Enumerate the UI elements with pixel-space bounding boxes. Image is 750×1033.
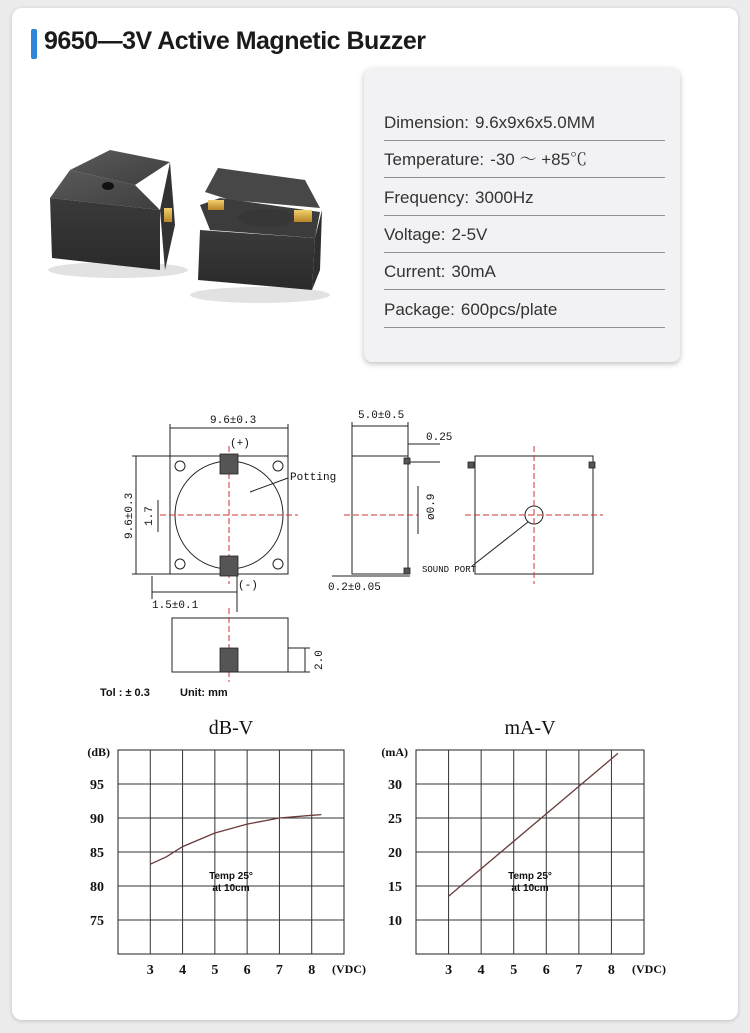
unit-note: Unit: mm — [180, 687, 228, 699]
y-tick-label: 10 — [388, 914, 402, 929]
y-tick-label: 85 — [90, 846, 104, 861]
page-title: 9650—3V Active Magnetic Buzzer — [44, 27, 426, 55]
chart-title: dB-V — [208, 717, 254, 739]
spec-row-voltage: Voltage: 2-5V — [384, 218, 665, 253]
y-tick-label: 30 — [388, 778, 402, 793]
product-photo — [40, 130, 340, 310]
y-axis-unit: (dB) — [87, 745, 110, 759]
x-tick-label: 4 — [179, 963, 187, 978]
sound-port-label: SOUND PORT — [422, 565, 477, 575]
y-tick-label: 20 — [388, 846, 402, 861]
sound-port-diameter: ø0.9 — [426, 493, 438, 520]
dimension-drawing — [100, 404, 660, 704]
y-tick-label: 25 — [388, 812, 402, 827]
spec-panel — [364, 68, 680, 362]
x-tick-label: 6 — [243, 963, 251, 978]
x-axis-unit: (VDC) — [632, 962, 666, 976]
x-tick-label: 7 — [275, 963, 283, 978]
potting-label: Potting — [290, 472, 337, 484]
x-tick-label: 5 — [211, 963, 219, 978]
y-tick-label: 90 — [90, 812, 104, 827]
height-dimension: 9.6±0.3 — [124, 492, 136, 539]
y-tick-label: 15 — [388, 880, 402, 895]
x-tick-label: 3 — [146, 963, 154, 978]
chart-annotation: Temp 25° — [209, 871, 253, 883]
title-accent-bar — [31, 29, 37, 59]
pin-offset-dimension: 1.5±0.1 — [152, 600, 199, 612]
chart-annotation: at 10cm — [511, 883, 549, 895]
x-tick-label: 8 — [308, 963, 316, 978]
x-tick-label: 4 — [477, 963, 485, 978]
spec-row-frequency: Frequency: 3000Hz — [384, 181, 665, 216]
plus-terminal-label: (+) — [230, 438, 250, 450]
chart-title: mA-V — [504, 717, 556, 739]
x-tick-label: 5 — [510, 963, 518, 978]
chart-ma-v — [370, 712, 680, 982]
spec-row-temperature: Temperature: -30 ～ +85℃ — [384, 143, 665, 178]
x-tick-label: 8 — [607, 963, 615, 978]
x-tick-label: 3 — [445, 963, 453, 978]
minus-terminal-label: (-) — [238, 580, 258, 592]
lead-dimension: 0.25 — [426, 432, 453, 444]
y-tick-label: 80 — [90, 880, 104, 895]
tolerance-note: Tol : ± 0.3 — [100, 687, 150, 699]
y-axis-unit: (mA) — [381, 745, 408, 759]
chart-annotation: Temp 25° — [508, 871, 552, 883]
chart-db-v — [70, 712, 370, 982]
x-tick-label: 7 — [575, 963, 583, 978]
y-tick-label: 75 — [90, 914, 104, 929]
pad-dimension: 0.2±0.05 — [328, 582, 381, 594]
spec-row-dimension: Dimension: 9.6x9x6x5.0MM — [384, 106, 665, 141]
inner-dimension: 1.7 — [144, 506, 156, 526]
spec-row-package: Package: 600pcs/plate — [384, 293, 665, 328]
y-tick-label: 95 — [90, 778, 104, 793]
chart-annotation: at 10cm — [212, 883, 250, 895]
pin-height-dimension: 2.0 — [314, 650, 326, 670]
width-dimension: 9.6±0.3 — [210, 415, 257, 427]
x-tick-label: 6 — [542, 963, 550, 978]
thickness-dimension: 5.0±0.5 — [358, 410, 405, 422]
x-axis-unit: (VDC) — [332, 962, 366, 976]
spec-row-current: Current: 30mA — [384, 255, 665, 290]
series-line — [150, 815, 321, 865]
